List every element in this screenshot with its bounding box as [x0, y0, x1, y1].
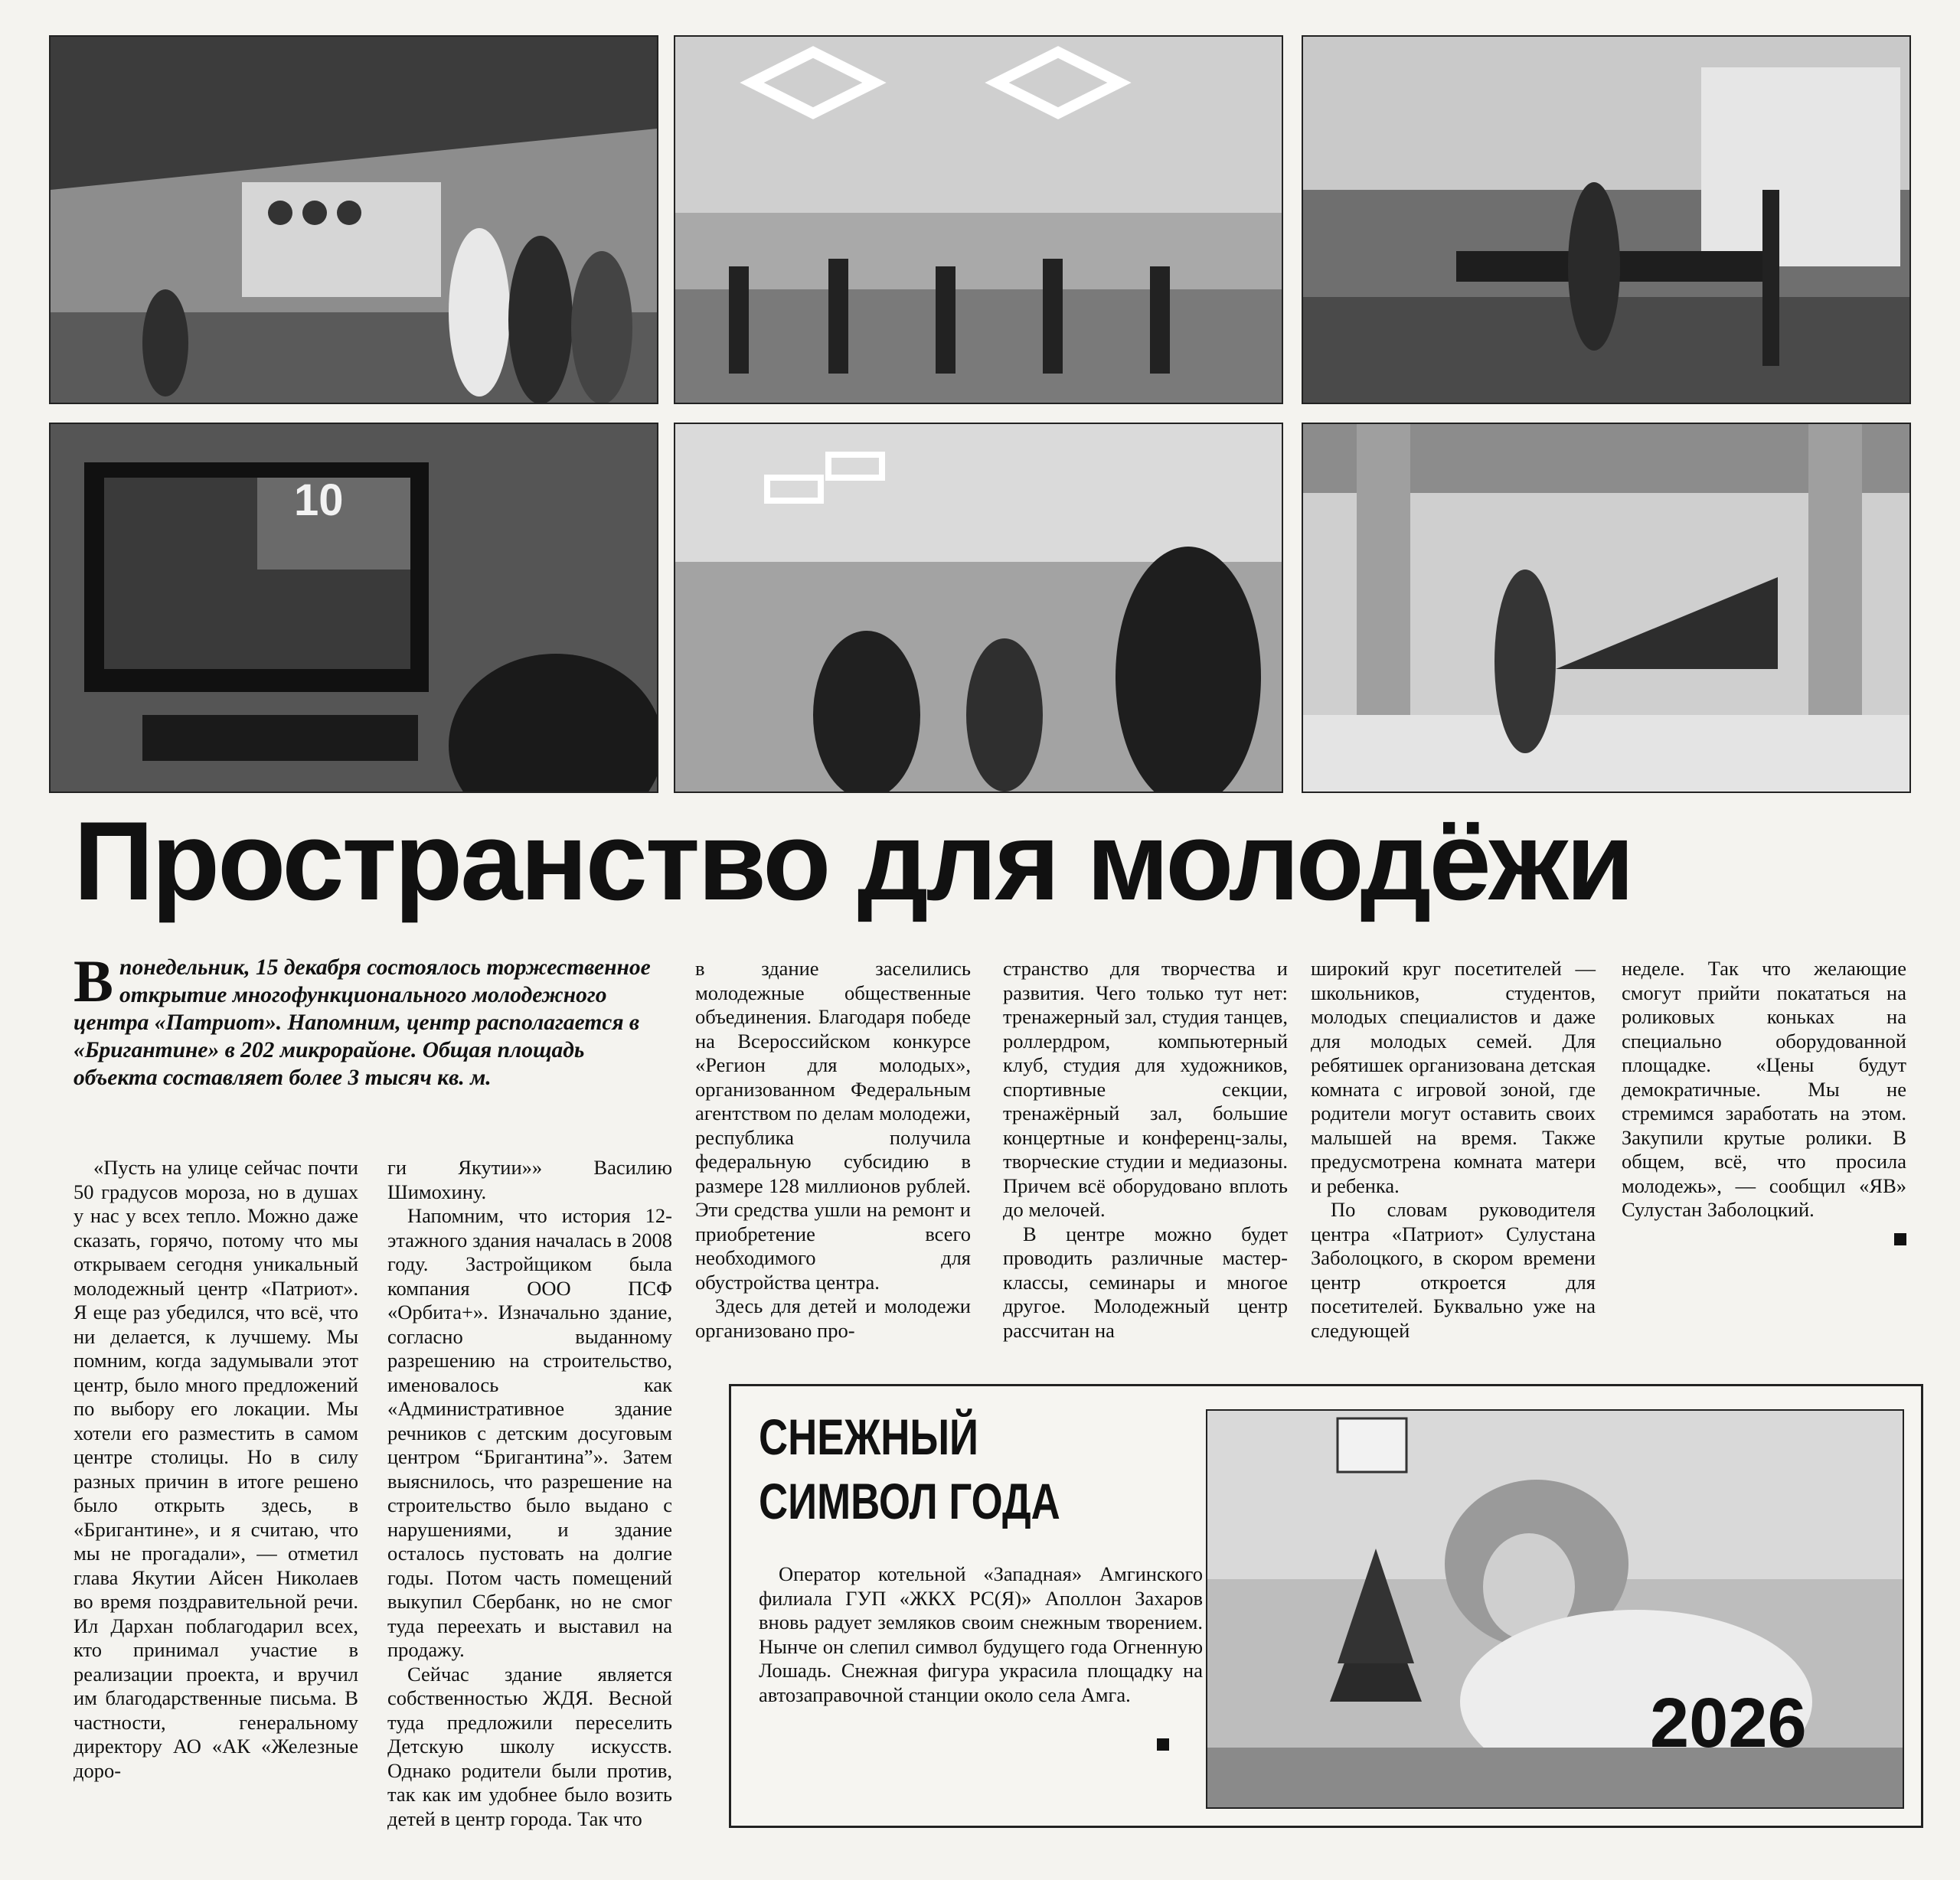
photo-rollerdrome — [1302, 423, 1911, 793]
paragraph: широкий круг посетителей — школьников, студентов, молодых специалистов и даже для молодых семей. Для ребятишек организована детская комната с игровой зоной, где родители могут оставить своих малышей на время. Также предусмотрена комната матери и ребенка. — [1311, 957, 1596, 1197]
paragraph: Здесь для детей и молодежи организовано про- — [695, 1294, 971, 1342]
article-column-4 — [1003, 957, 1288, 1343]
paragraph: По словам руководителя центра «Патриот» Сулустана Заболоцкого, в скором времени центр откроется для посетителей. Буквально уже на следующей — [1311, 1198, 1596, 1342]
paragraph: ги Якутии»» Василию Шимохину. — [387, 1156, 672, 1203]
paragraph: в здание заселились молодежные общественные объединения. Благодаря победе на Всероссийском конкурсе «Регион для молодых», организованном Федеральным агентством по делам молодежи, республика получила федеральную субсидию в размере 128 миллионов рублей. Эти средства ушли на ремонт и приобретение всего необходимого для обустройства центра. — [695, 957, 971, 1294]
paragraph: странство для творчества и развития. Чего только тут нет: тренажерный зал, студия танцев, роллердром, компьютерный клуб, студия для художников, спортивные секции, тренажёрный зал, большие концертные и конференц-залы, творческие студии и медиазоны. Причем всё оборудовано вплоть до мелочей. — [1003, 957, 1288, 1221]
photo-dance-performance — [49, 35, 658, 404]
photo-media-zone — [674, 423, 1283, 793]
article-headline: Пространство для молодёжи — [74, 798, 1632, 923]
end-of-article-mark — [1894, 1233, 1906, 1245]
drop-cap: В — [74, 948, 114, 1014]
paragraph: В центре можно будет проводить различные мастер-классы, семинары и многое другое. Молодежный центр рассчитан на — [1003, 1222, 1288, 1342]
monitor-number: 10 — [294, 475, 344, 525]
lead-text: понедельник, 15 декабря состоялось торжественное открытие многофункционального молодежного центра «Патриот». Напомним, центр располагается в «Бригантине» в 202 микрорайоне. Общая площадь объекта составляет более 3 тысяч кв. м. — [74, 955, 651, 1090]
sidebar-title — [759, 1405, 1102, 1533]
photo-dance-studio — [674, 35, 1283, 404]
paragraph — [1622, 957, 1906, 1222]
photo-snow-horse-sculpture — [1206, 1409, 1904, 1809]
sidebar-text — [759, 1562, 1203, 1707]
sidebar-title-line-2: СИМВОЛ ГОДА — [759, 1473, 1060, 1529]
article-column-2 — [387, 1156, 672, 1831]
paragraph: «Пусть на улице сейчас почти 50 градусов мороза, но в душах у нас у всех тепло. Можно даже сказать, горячо, потому что мы открываем сегодня уникальный молодежный центр «Патриот». Я еще раз убедился, что всё, что ни делается, к лучшему. Мы помним, когда задумывали этот центр, было много предложений по выбору его локации. Мы хотели его разместить в самом центре столицы. Но в силу разных причин в итоге решено было открыть здесь, в «Бригантине», и я считаю, что мы не прогадали», — отметил глава Якутии Айсен Николаев во время поздравительной речи. Ил Дархан поблагодарил всех, кто принимал участие в реализации проекта, и вручил им благодарственные письма. В частности, генеральному директору АО «АК «Железные доро- — [74, 1156, 358, 1782]
paragraph: Напомним, что история 12-этажного здания началась в 2008 году. Застройщиком была компания ООО ПСФ «Орбита+». Изначально здание, согласно выданному разрешению на строительство, именовалось как «Административное здание речников с детским досуговым центром “Бригантина”». Затем выяснилось, что разрешение на строительство было выдано с нарушениями, и здание осталось пустовать на долгие годы. Потом часть помещений выкупил Сбербанк, но не смог туда переехать и выставил на продажу. — [387, 1204, 672, 1661]
article-column-5 — [1311, 957, 1596, 1343]
sidebar-title-line-1: СНЕЖНЫЙ — [759, 1408, 978, 1465]
article-column-1 — [74, 1156, 358, 1783]
paragraph-text: неделе. Так что желающие смогут прийти покататься на роликовых коньках на специально оборудованной площадке. «Цены будут демократичные. Мы не стремимся заработать на этом. Закупили крутые ролики. В общем, всё, что просила молодежь», — сообщил «ЯВ» Сулустан Заболоцкий. — [1622, 957, 1906, 1221]
photo-computer-club — [49, 423, 658, 793]
article-column-3 — [695, 957, 971, 1343]
article-column-6 — [1622, 957, 1906, 1251]
sculpture-year: 2026 — [1650, 1684, 1807, 1762]
article-lead — [74, 948, 671, 1092]
end-of-sidebar-mark — [1157, 1738, 1169, 1751]
sidebar-text-body: Оператор котельной «Западная» Амгинского филиала ГУП «ЖКХ РС(Я)» Аполлон Захаров вновь радует земляков своим снежным творением. Нынче он слепил символ будущего года Огненную Лошадь. Снежная фигура украсила площадку на автозаправочной станции около села Амга. — [759, 1562, 1203, 1706]
sidebar-box — [729, 1384, 1923, 1828]
paragraph: Сейчас здание является собственностью ЖДЯ. Весной туда предложили переселить Детскую школу искусств. Однако родители были против, так как им удобнее было возить детей в центр города. Так что — [387, 1662, 672, 1830]
photo-gym — [1302, 35, 1911, 404]
